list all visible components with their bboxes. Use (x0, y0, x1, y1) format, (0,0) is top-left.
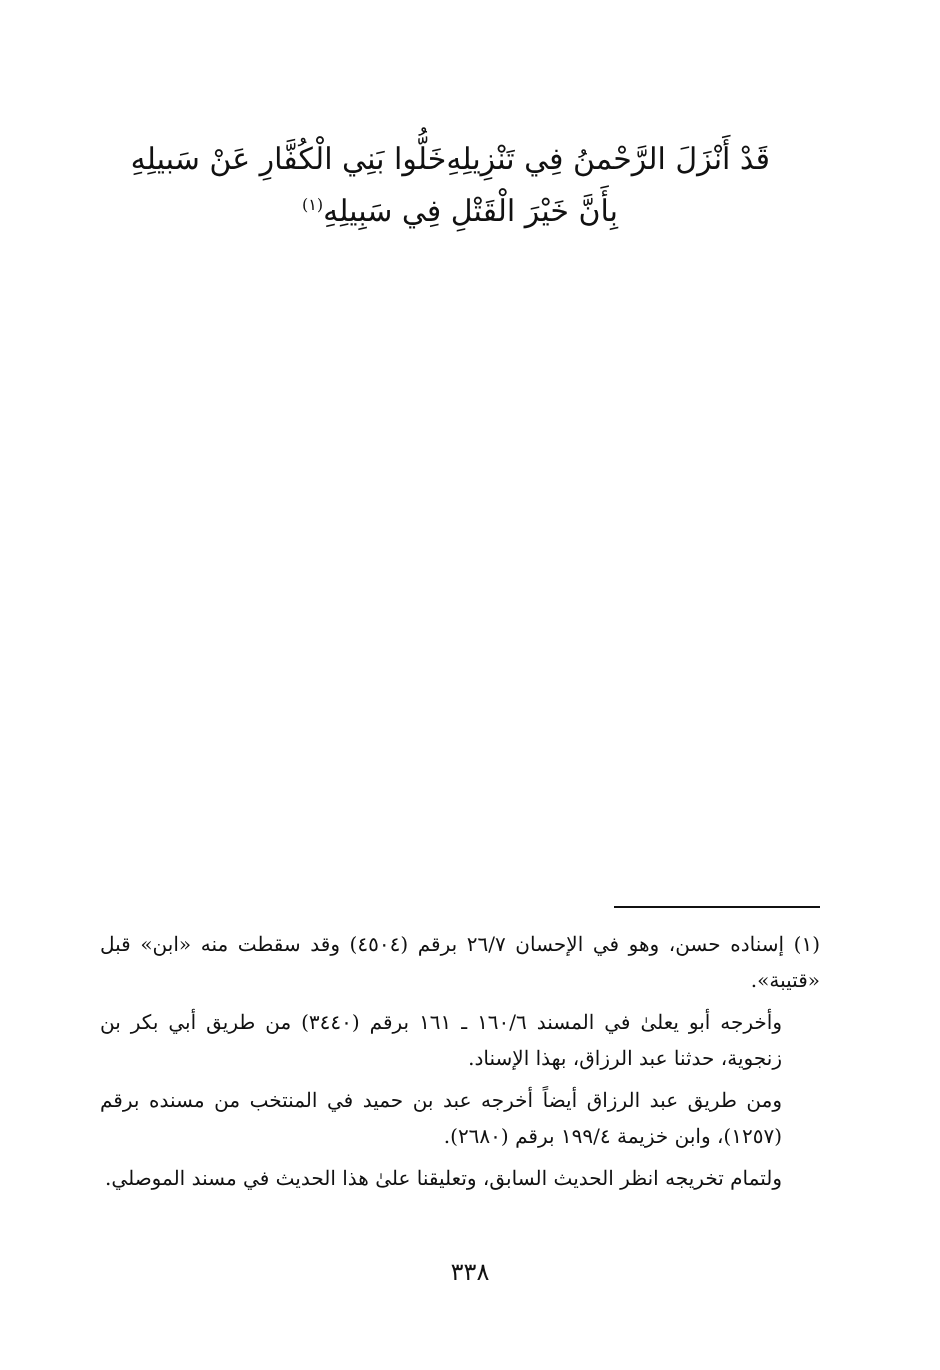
verse-1-second-hemistich: خَلُّوا بَنِي الْكُفَّارِ عَنْ سَبيلِهِ (130, 142, 447, 177)
footnote-paragraph-2: وأخرجه أبو يعلىٰ في المسند ١٦٠/٦ ـ ١٦١ برقم (٣٤٤٠) من طريق أبي بكر بن زنجوية، حدثنا عبد الرزاق، بهذا الإسناد. (100, 1010, 782, 1070)
verse-line-1 (130, 138, 770, 182)
footnote-1: (١) إسناده حسن، وهو في الإحسان ٢٦/٧ برقم (٤٥٠٤) وقد سقطت منه «ابن» قبل «قتيبة». (100, 932, 820, 992)
footnote-reference-marker: (١) (302, 195, 324, 214)
verse-1-first-hemistich: قَدْ أَنْزَلَ الرَّحْمنُ فِي تَنْزِيلِهِ (446, 142, 770, 177)
footnotes-section (100, 926, 820, 1202)
footnote-paragraph-3: ومن طريق عبد الرزاق أيضاً أخرجه عبد بن حميد في المنتخب من مسنده برقم (١٢٥٧)، وابن خزيمة ١٩٩/٤ برقم (٢٦٨٠). (100, 1088, 782, 1148)
verse-2-text: بِأَنَّ خَيْرَ الْقَتْلِ فِي سَبِيلِهِ (323, 194, 618, 229)
footnote-paragraph-4: ولتمام تخريجه انظر الحديث السابق، وتعليقنا علىٰ هذا الحديث في مسند الموصلي. (105, 1166, 782, 1190)
verse-line-2 (150, 190, 770, 234)
footnote-separator (614, 906, 820, 908)
poem-block (130, 138, 770, 234)
page-number: ٣٣٨ (450, 1258, 490, 1286)
